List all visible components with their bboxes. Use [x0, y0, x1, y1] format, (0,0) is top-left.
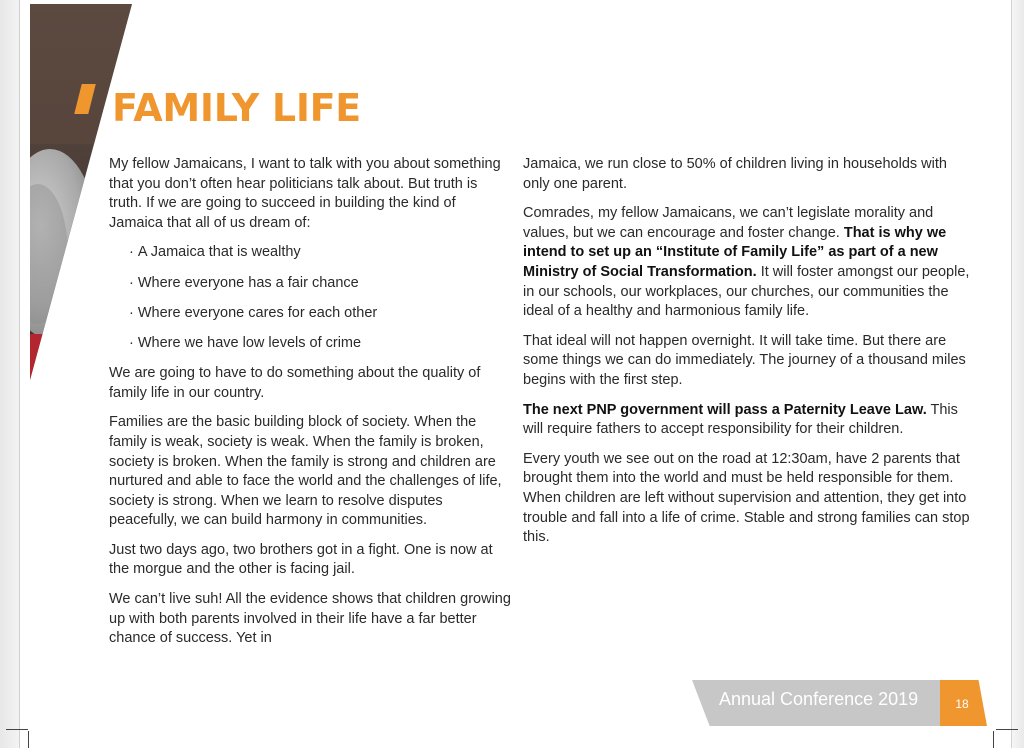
bullet-text: Where we have low levels of crime	[137, 334, 362, 351]
institute-paragraph	[523, 204, 975, 322]
body-paragraph: Families are the basic building block of society. When the family is weak, society is weak. When the family is broken, society is broken. When the family is strong and children are nurtured and able to face the world and the challenges of life, society is strong. When we learn to resolve disputes peacefully, we can build harmony in communities.	[109, 414, 502, 529]
body-paragraph: Every youth we see out on the road at 12:30am, have 2 parents that brought them into the world and must be held responsible for them. When children are left without supervision and attention, they get into trouble and fall into a life of crime. Stable and strong families can stop this.	[523, 450, 970, 546]
intro-paragraph: My fellow Jamaicans, I want to talk with you about something that you don’t often hear politicians talk about. But truth is truth. If we are going to succeed in building the kind of Jamaica that all of us dream of:	[109, 156, 501, 231]
body-paragraph: Jamaica, we run close to 50% of children living in households with only one parent.	[523, 156, 947, 192]
paragraph-text: Comrades, my fellow Jamaicans, we can’t legislate morality and values, but we can encourage and foster change.	[523, 205, 934, 241]
page-number: 18	[955, 697, 969, 711]
crop-mark	[6, 729, 28, 730]
body-paragraph: That ideal will not happen overnight. It will take time. But there are some things we can do immediately. The journey of a thousand miles begins with the first step.	[523, 332, 966, 388]
bold-statement: That is why we intend to set up an “Institute of Family Life” as part of a new Ministry of Social Transformation.	[523, 224, 947, 280]
list-item: · Where everyone cares for each other	[129, 304, 378, 321]
page-edge-left-line	[19, 0, 20, 748]
page-edge-right	[1012, 0, 1024, 748]
footer-label: Annual Conference 2019	[719, 689, 919, 709]
body-paragraph: We are going to have to do something about the quality of family life in our country.	[109, 365, 481, 401]
bullet-text: Where everyone cares for each other	[137, 304, 378, 321]
bullet-text: A Jamaica that is wealthy	[137, 244, 301, 261]
list-item: · A Jamaica that is wealthy	[129, 244, 301, 261]
paragraph-text: It will foster amongst our people, in our schools, our workplaces, our churches, our communities the ideal of a healthy and harmonious family life.	[523, 263, 970, 320]
list-item: · Where everyone has a fair chance	[129, 274, 359, 291]
bold-statement: The next PNP government will pass a Paternity Leave Law.	[523, 401, 927, 418]
paragraph-text: This will require fathers to accept responsibility for their children.	[523, 401, 958, 438]
page-edge-left	[0, 0, 20, 748]
paternity-paragraph	[523, 401, 975, 440]
crop-mark	[28, 731, 29, 748]
body-paragraph: Just two days ago, two brothers got in a fight. One is now at the morgue and the other is facing jail.	[109, 541, 493, 578]
page-edge-right-line	[1011, 0, 1012, 748]
left-column	[109, 155, 511, 659]
bullet-list	[109, 243, 511, 353]
bullet-text: Where everyone has a fair chance	[137, 274, 359, 291]
crop-mark	[996, 729, 1018, 730]
right-column	[523, 155, 975, 558]
list-item: · Where we have low levels of crime	[129, 334, 362, 351]
crop-mark	[993, 731, 994, 748]
page-title: FAMILY LIFE	[112, 86, 361, 130]
body-paragraph: We can’t live suh! All the evidence shows that children growing up with both parents involved in their life have a far better chance of success. Yet in	[109, 591, 511, 647]
